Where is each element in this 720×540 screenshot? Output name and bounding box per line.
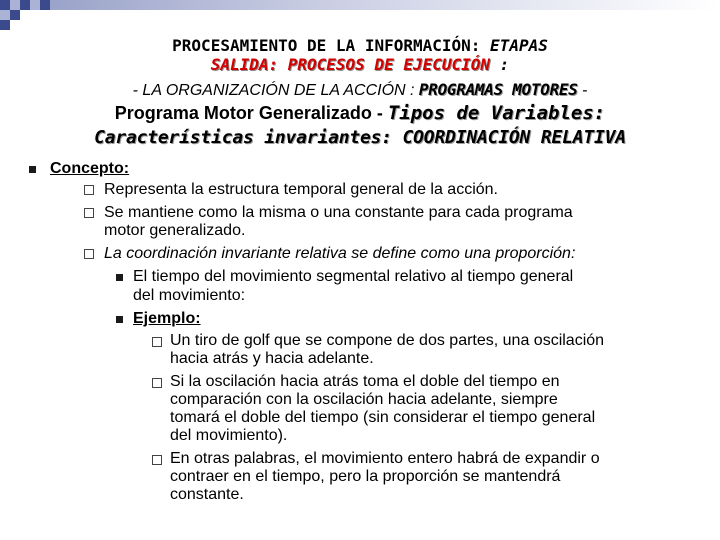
list-item: En otras palabras, el movimiento entero habrá de expandir o bbox=[170, 450, 600, 467]
hollow-square-bullet-icon bbox=[152, 378, 162, 388]
title-main: PROCESAMIENTO DE LA INFORMACIÓN: bbox=[172, 36, 481, 55]
list-item-continuation: contraer en el tiempo, pero la proporción se mantendrá bbox=[170, 468, 561, 485]
list-item: Se mantiene como la misma o una constante para cada programa bbox=[104, 204, 573, 221]
title-italic: ETAPAS bbox=[490, 36, 548, 55]
title-line3-suffix: - bbox=[577, 82, 588, 99]
square-bullet-icon bbox=[29, 166, 36, 173]
ejemplo-heading: Ejemplo: bbox=[133, 310, 201, 327]
list-item: Representa la estructura temporal general de la acción. bbox=[104, 181, 498, 198]
title-line4-main: Programa Motor Generalizado - bbox=[114, 103, 388, 123]
title-line3-caps: PROGRAMAS MOTORES bbox=[418, 80, 578, 99]
hollow-square-bullet-icon bbox=[84, 249, 94, 259]
list-item: El tiempo del movimiento segmental relativo al tiempo general bbox=[133, 268, 574, 285]
list-item-continuation: del movimiento: bbox=[133, 287, 246, 304]
list-item-continuation: constante. bbox=[170, 486, 244, 503]
hollow-square-bullet-icon bbox=[84, 185, 94, 195]
list-item: Si la oscilación hacia atrás toma el doble del tiempo en bbox=[170, 373, 560, 390]
hollow-square-bullet-icon bbox=[152, 337, 162, 347]
list-item: Un tiro de golf que se compone de dos partes, una oscilación bbox=[170, 332, 605, 349]
list-item: La coordinación invariante relativa se define como una proporción: bbox=[104, 245, 576, 262]
concepto-heading: Concepto: bbox=[50, 160, 130, 177]
square-bullet-icon bbox=[116, 316, 123, 323]
hollow-square-bullet-icon bbox=[152, 455, 162, 465]
title-red-suffix: : bbox=[490, 55, 510, 74]
slide-title-line-5: Características invariantes: COORDINACIÓN RELATIVA bbox=[94, 127, 626, 148]
hollow-square-bullet-icon bbox=[84, 208, 94, 218]
title-line4-italic: Tipos de Variables: bbox=[387, 102, 606, 124]
title-red: SALIDA: PROCESOS DE EJECUCIÓN bbox=[210, 55, 491, 74]
title-line3-prefix: - LA ORGANIZACIÓN DE LA ACCIÓN : bbox=[132, 82, 419, 99]
square-bullet-icon bbox=[116, 274, 123, 281]
list-item-continuation: comparación con la oscilación hacia adelante, siempre bbox=[170, 391, 558, 408]
list-item-continuation: tomará el doble del tiempo (sin considerar el tiempo general bbox=[170, 409, 596, 426]
list-item-continuation: hacia atrás y hacia adelante. bbox=[170, 350, 374, 367]
list-item-continuation: del movimiento). bbox=[170, 427, 288, 444]
list-item-continuation: motor generalizado. bbox=[104, 222, 246, 239]
